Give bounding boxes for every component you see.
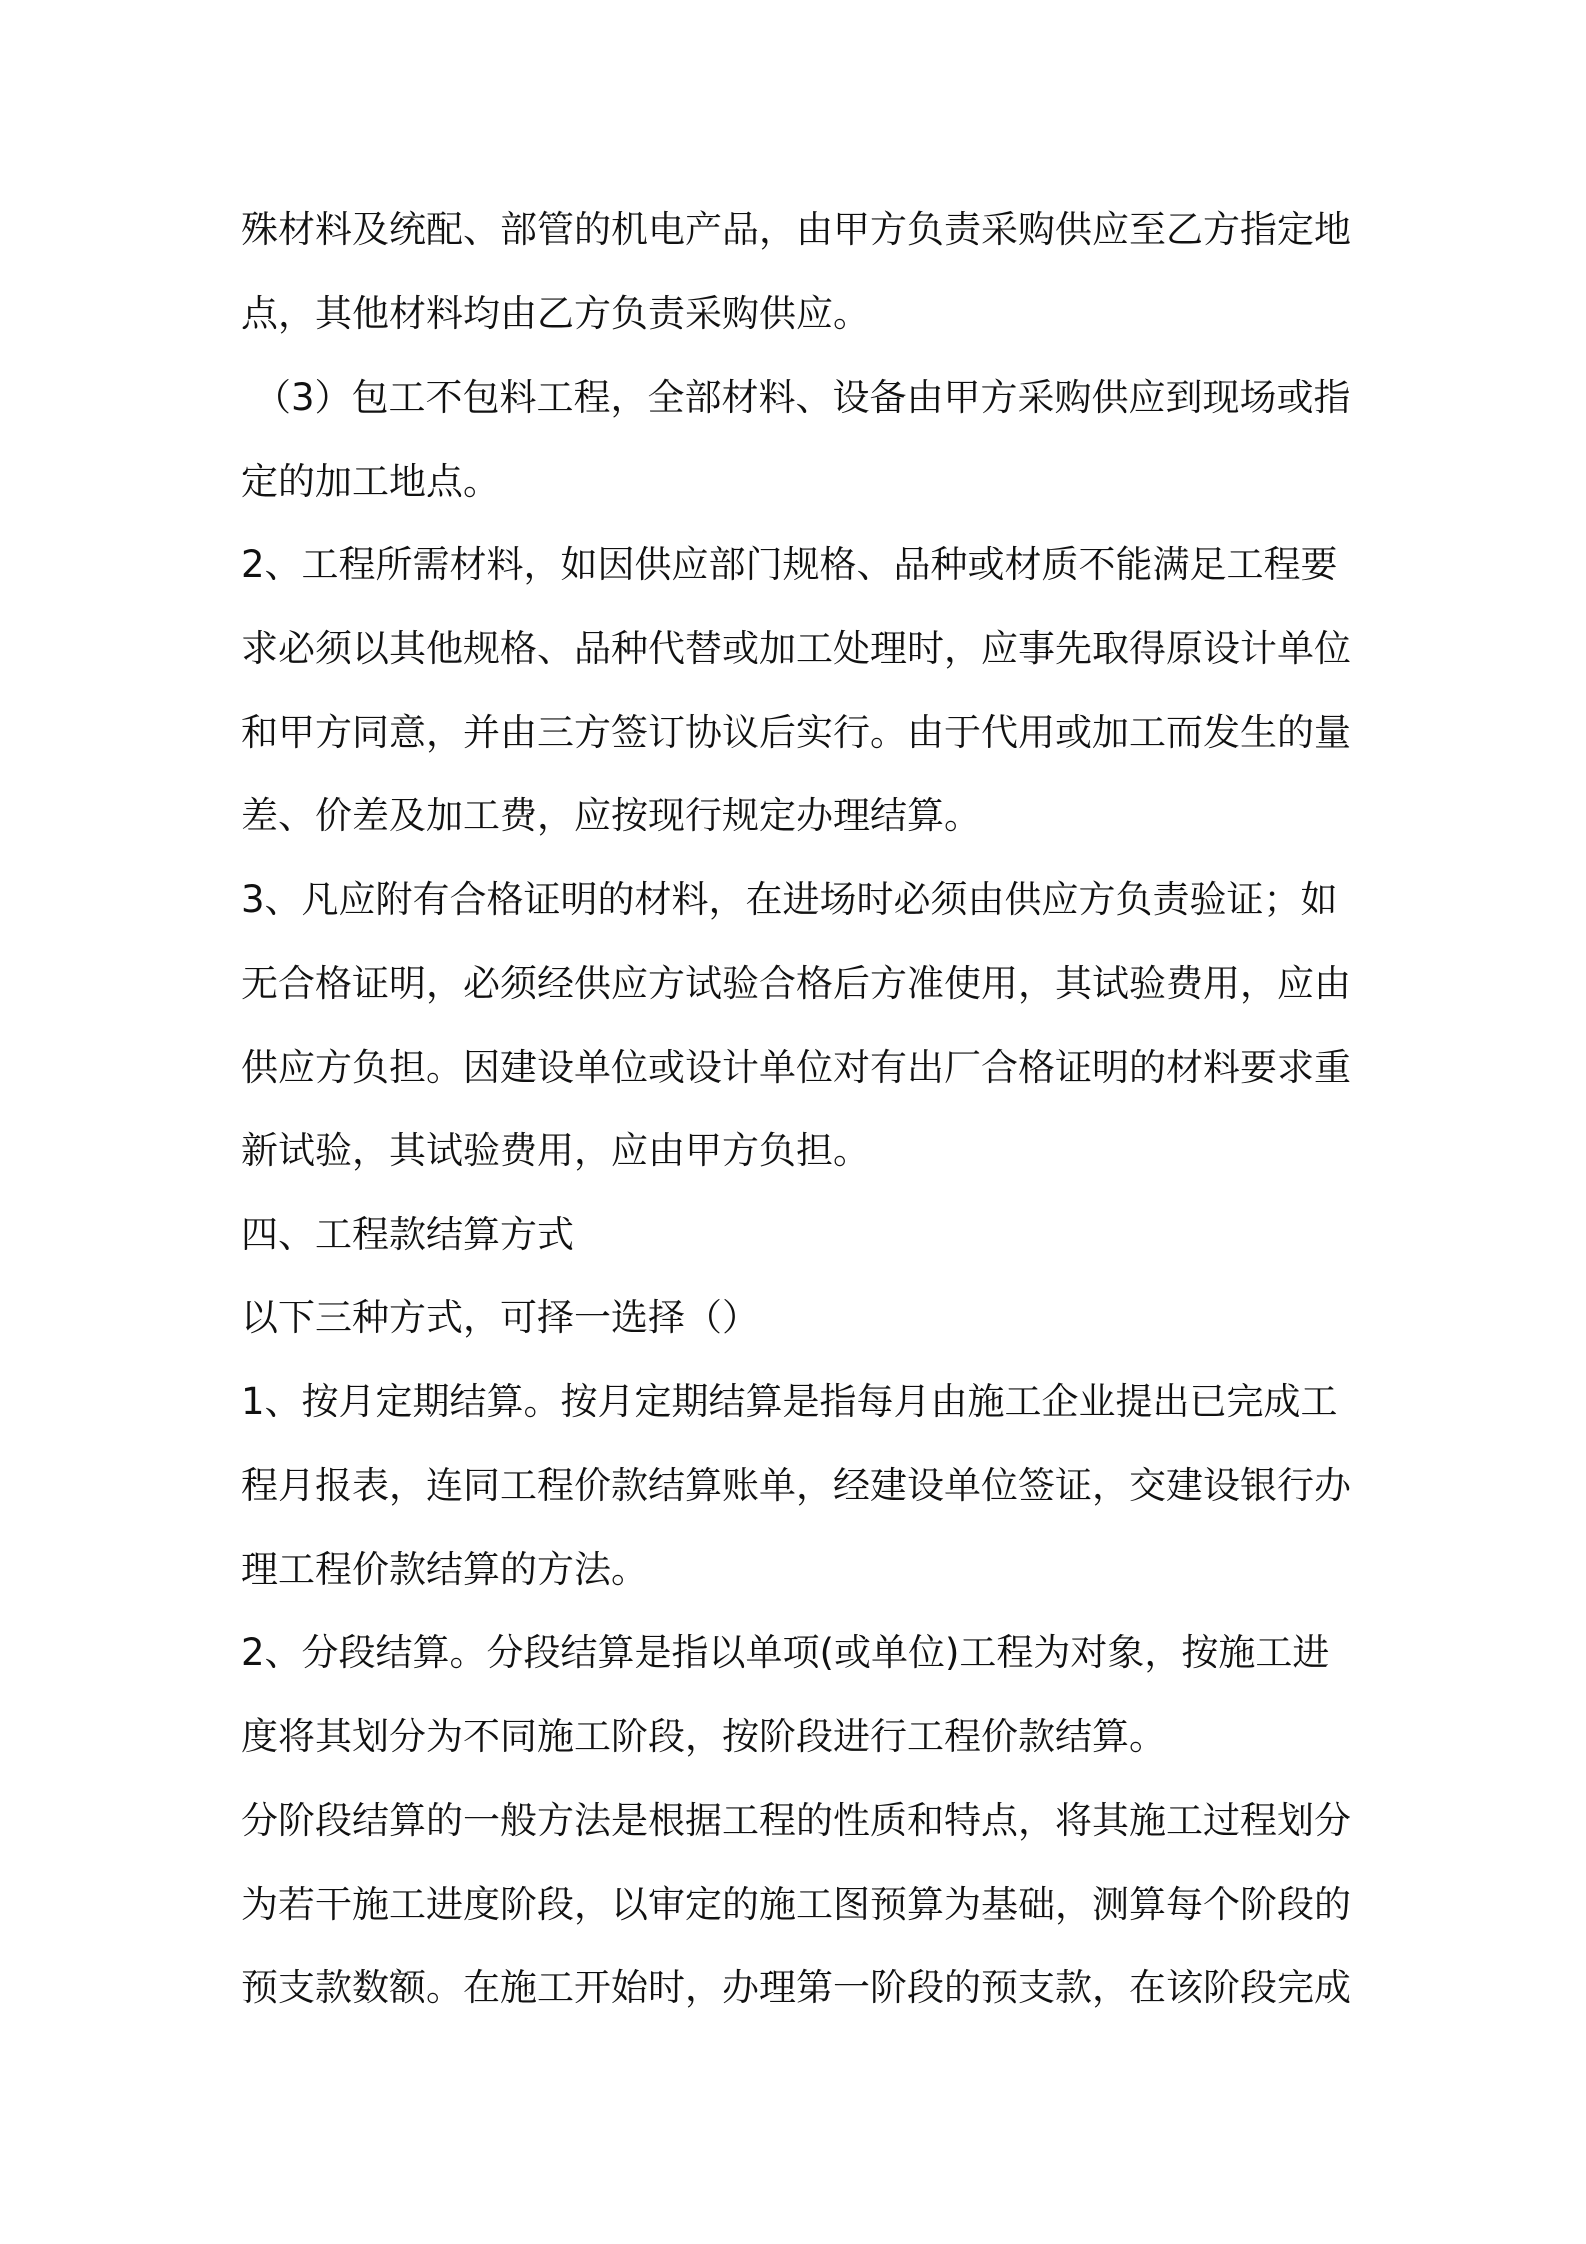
text-line: 理工程价款结算的方法。 [241,1548,648,1591]
text-line: 1、按月定期结算。按月定期结算是指每月由施工企业提出已完成工 [241,1380,1338,1423]
text-line: 以下三种方式，可择一选择（） [241,1296,759,1339]
text-line: 程月报表，连同工程价款结算账单，经建设单位签证，交建设银行办 [241,1464,1351,1507]
text-line: 为若干施工进度阶段，以审定的施工图预算为基础，测算每个阶段的 [241,1883,1351,1926]
text-line: 求必须以其他规格、品种代替或加工处理时，应事先取得原设计单位 [241,627,1351,670]
text-line: 无合格证明，必须经供应方试验合格后方准使用，其试验费用，应由 [241,962,1351,1005]
text-line: 供应方负担。因建设单位或设计单位对有出厂合格证明的材料要求重 [241,1046,1351,1089]
text-line: 殊材料及统配、部管的机电产品，由甲方负责采购供应至乙方指定地 [241,208,1351,251]
text-line: 新试验，其试验费用，应由甲方负担。 [241,1129,870,1172]
text-line: 和甲方同意，并由三方签订协议后实行。由于代用或加工而发生的量 [241,711,1351,754]
text-line: 分阶段结算的一般方法是根据工程的性质和特点，将其施工过程划分 [241,1799,1351,1842]
text-line: 2、工程所需材料，如因供应部门规格、品种或材质不能满足工程要 [241,543,1338,586]
text-line: （3）包工不包料工程，全部材料、设备由甲方采购供应到现场或指 [254,376,1351,419]
text-line: 点，其他材料均由乙方负责采购供应。 [241,292,870,335]
text-line: 预支款数额。在施工开始时，办理第一阶段的预支款，在该阶段完成 [241,1966,1351,2009]
section-heading: 四、工程款结算方式 [241,1213,574,1256]
text-line: 2、分段结算。分段结算是指以单项(或单位)工程为对象，按施工进 [241,1631,1330,1674]
text-line: 3、凡应附有合格证明的材料，在进场时必须由供应方负责验证；如 [241,878,1338,921]
text-line: 定的加工地点。 [241,460,500,503]
text-line: 差、价差及加工费，应按现行规定办理结算。 [241,794,981,837]
text-line: 度将其划分为不同施工阶段，按阶段进行工程价款结算。 [241,1715,1166,1758]
